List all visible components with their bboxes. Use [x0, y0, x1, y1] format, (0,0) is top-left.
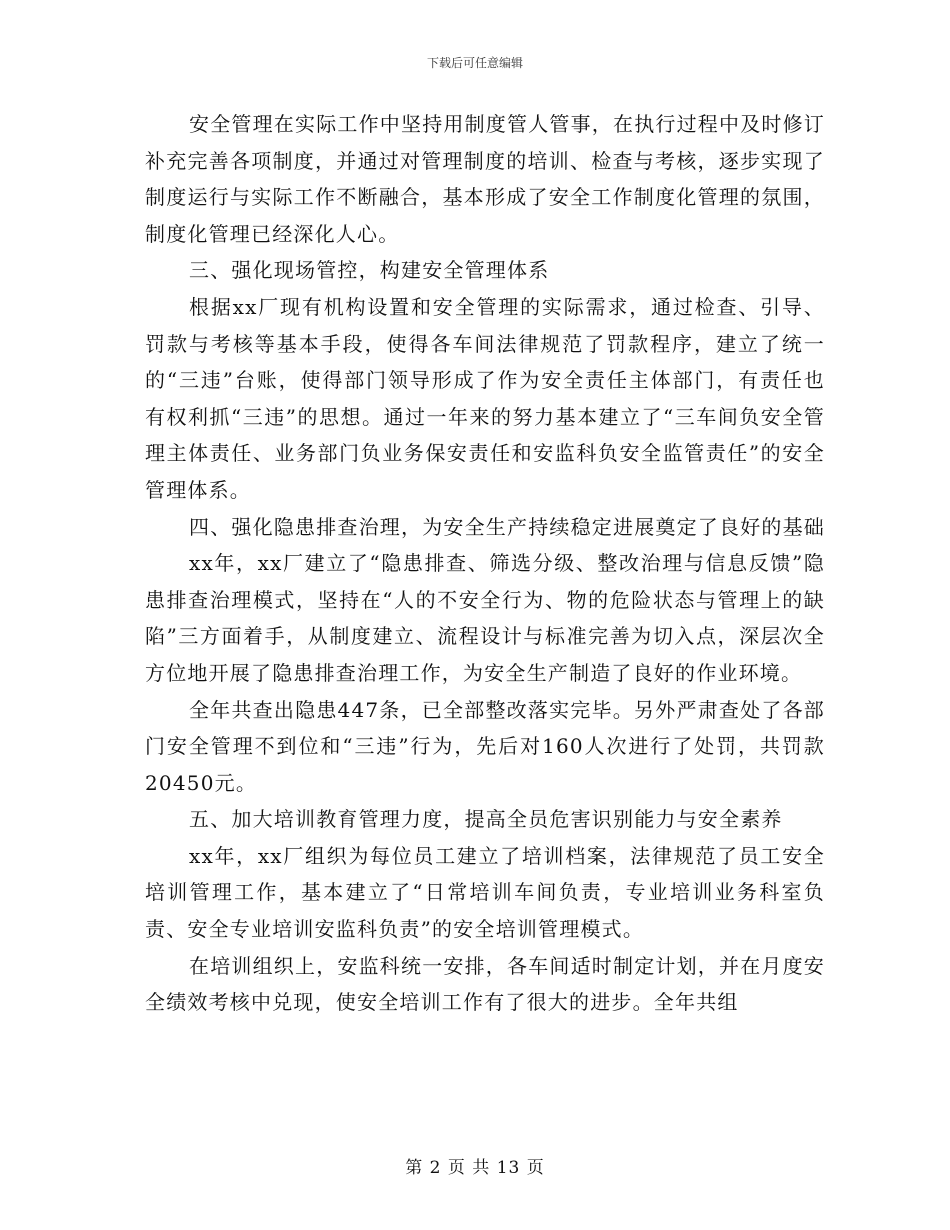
paragraph: xx年，xx厂组织为每位员工建立了培训档案，法律规范了员工安全培训管理工作，基本建立了“日常培训车间负责，专业培训业务科室负责、安全专业培训安监科负责”的安全培训管理模式。 [145, 843, 825, 942]
page-footer: 第 2 页 共 13 页 [405, 1158, 545, 1178]
document-body [145, 106, 825, 1021]
paragraph: 根据xx厂现有机构设置和安全管理的实际需求，通过检查、引导、罚款与考核等基本手段，使得各车间法律规范了罚款程序，建立了统一的“三违”台账，使得部门领导形成了作为安全责任主体部门，有责任也有权利抓“三违”的思想。通过一年来的努力基本建立了“三车间负安全管理主体责任、业务部门负业务保安责任和安监科负安全监管责任”的安全管理体系。 [145, 294, 825, 502]
section-heading: 四、强化隐患排查治理，为安全生产持续稳定进展奠定了良好的基础 [189, 514, 825, 539]
paragraph: 安全管理在实际工作中坚持用制度管人管事，在执行过程中及时修订补充完善各项制度，并通过对管理制度的培训、检查与考核，逐步实现了制度运行与实际工作不断融合，基本形成了安全工作制度化管理的氛围，制度化管理已经深化人心。 [145, 112, 825, 246]
page-header: 下载后可任意编辑 [426, 56, 523, 70]
paragraph: xx年，xx厂建立了“隐患排查、筛选分级、整改治理与信息反馈”隐患排查治理模式，坚持在“人的不安全行为、物的危险状态与管理上的缺陷”三方面着手，从制度建立、流程设计与标准完善为切入点，深层次全方位地开展了隐患排查治理工作，为安全生产制造了良好的作业环境。 [145, 551, 825, 685]
section-heading: 三、强化现场管控，构建安全管理体系 [189, 258, 550, 283]
section-heading: 五、加大培训教育管理力度，提高全员危害识别能力与安全素养 [189, 807, 783, 832]
paragraph: 全年共查出隐患447条，已全部整改落实完毕。另外严肃查处了各部门安全管理不到位和“三违”行为，先后对160人次进行了处罚，共罚款20450元。 [145, 697, 825, 795]
paragraph: 在培训组织上，安监科统一安排，各车间适时制定计划，并在月度安全绩效考核中兑现，使安全培训工作有了很大的进步。全年共组 [145, 953, 825, 1015]
